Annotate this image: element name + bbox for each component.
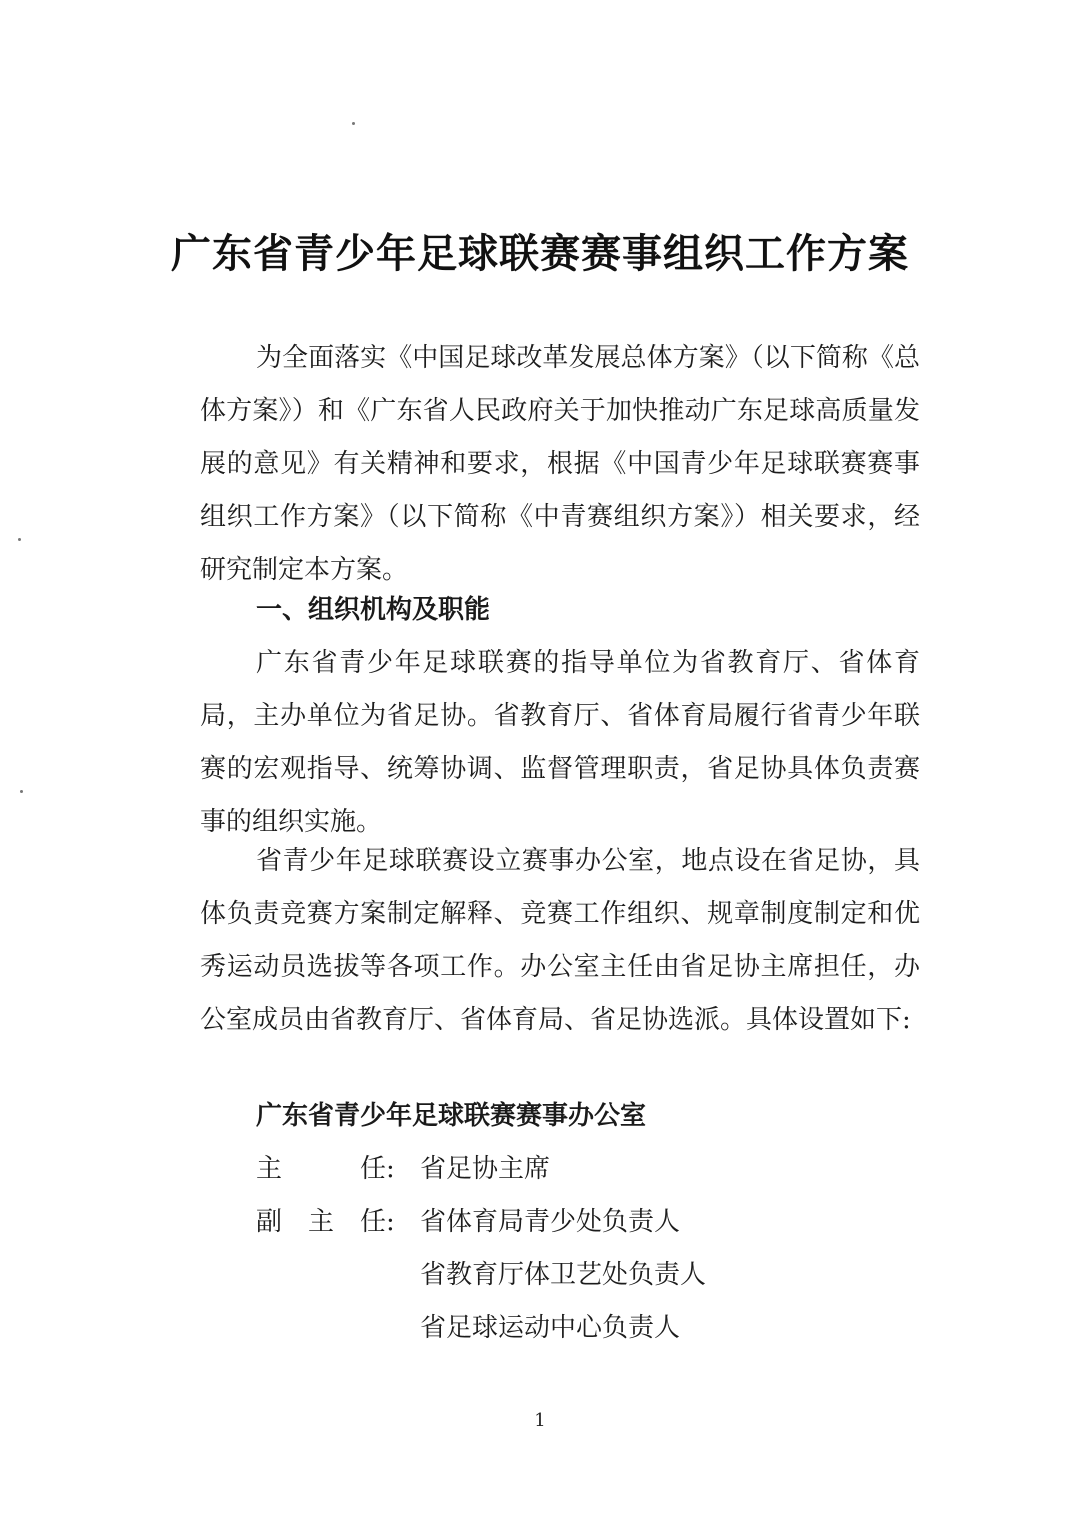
document-title: 广东省青少年足球联赛赛事组织工作方案 [171, 230, 909, 277]
scan-speck [20, 790, 23, 793]
intro-paragraph-text: 为全面落实《中国足球改革发展总体方案》（以下简称《总体方案》）和《广东省人民政府关于加快推动广东足球高质量发展的意见》有关精神和要求，根据《中国青少年足球联赛赛事组织工作方案》（以下简称《中青赛组织方案》）相关要求，经研究制定本方案。 [200, 343, 920, 585]
section-heading-organization: 一、组织机构及职能 [256, 595, 491, 625]
role-label-director: 主 任: [256, 1154, 395, 1184]
office-title: 广东省青少年足球联赛赛事办公室 [256, 1101, 647, 1131]
role-row-deputy-3 [420, 1302, 680, 1355]
office-paragraph-text: 省青少年足球联赛设立赛事办公室，地点设在省足协，具体负责竞赛方案制定解释、竞赛工作组织、规章制度制定和优秀运动员选拔等各项工作。办公室主任由省足协主席担任，办公室成员由省教育厅、省体育局、省足协选派。具体设置如下: [200, 846, 920, 1035]
intro-paragraph [200, 332, 920, 597]
role-value-deputy-2: 省教育厅体卫艺处负责人 [420, 1260, 707, 1290]
scan-speck [18, 538, 21, 541]
office-paragraph [200, 835, 920, 1047]
organization-paragraph-text: 广东省青少年足球联赛的指导单位为省教育厅、省体育局，主办单位为省足协。省教育厅、省体育局履行省青少年联赛的宏观指导、统筹协调、监督管理职责，省足协具体负责赛事的组织实施。 [200, 648, 920, 837]
role-value-deputy-1: 省体育局青少处负责人 [420, 1207, 681, 1237]
role-row-deputy-2 [420, 1249, 706, 1302]
page-number: 1 [534, 1410, 546, 1431]
role-label-deputy: 副 主 任: [256, 1207, 395, 1237]
organization-paragraph [200, 637, 920, 849]
role-value-deputy-3: 省足球运动中心负责人 [420, 1313, 681, 1343]
role-row-deputy [256, 1196, 680, 1249]
role-value-director: 省足协主席 [420, 1154, 551, 1184]
role-row-director [256, 1143, 550, 1196]
scan-speck [352, 122, 355, 125]
